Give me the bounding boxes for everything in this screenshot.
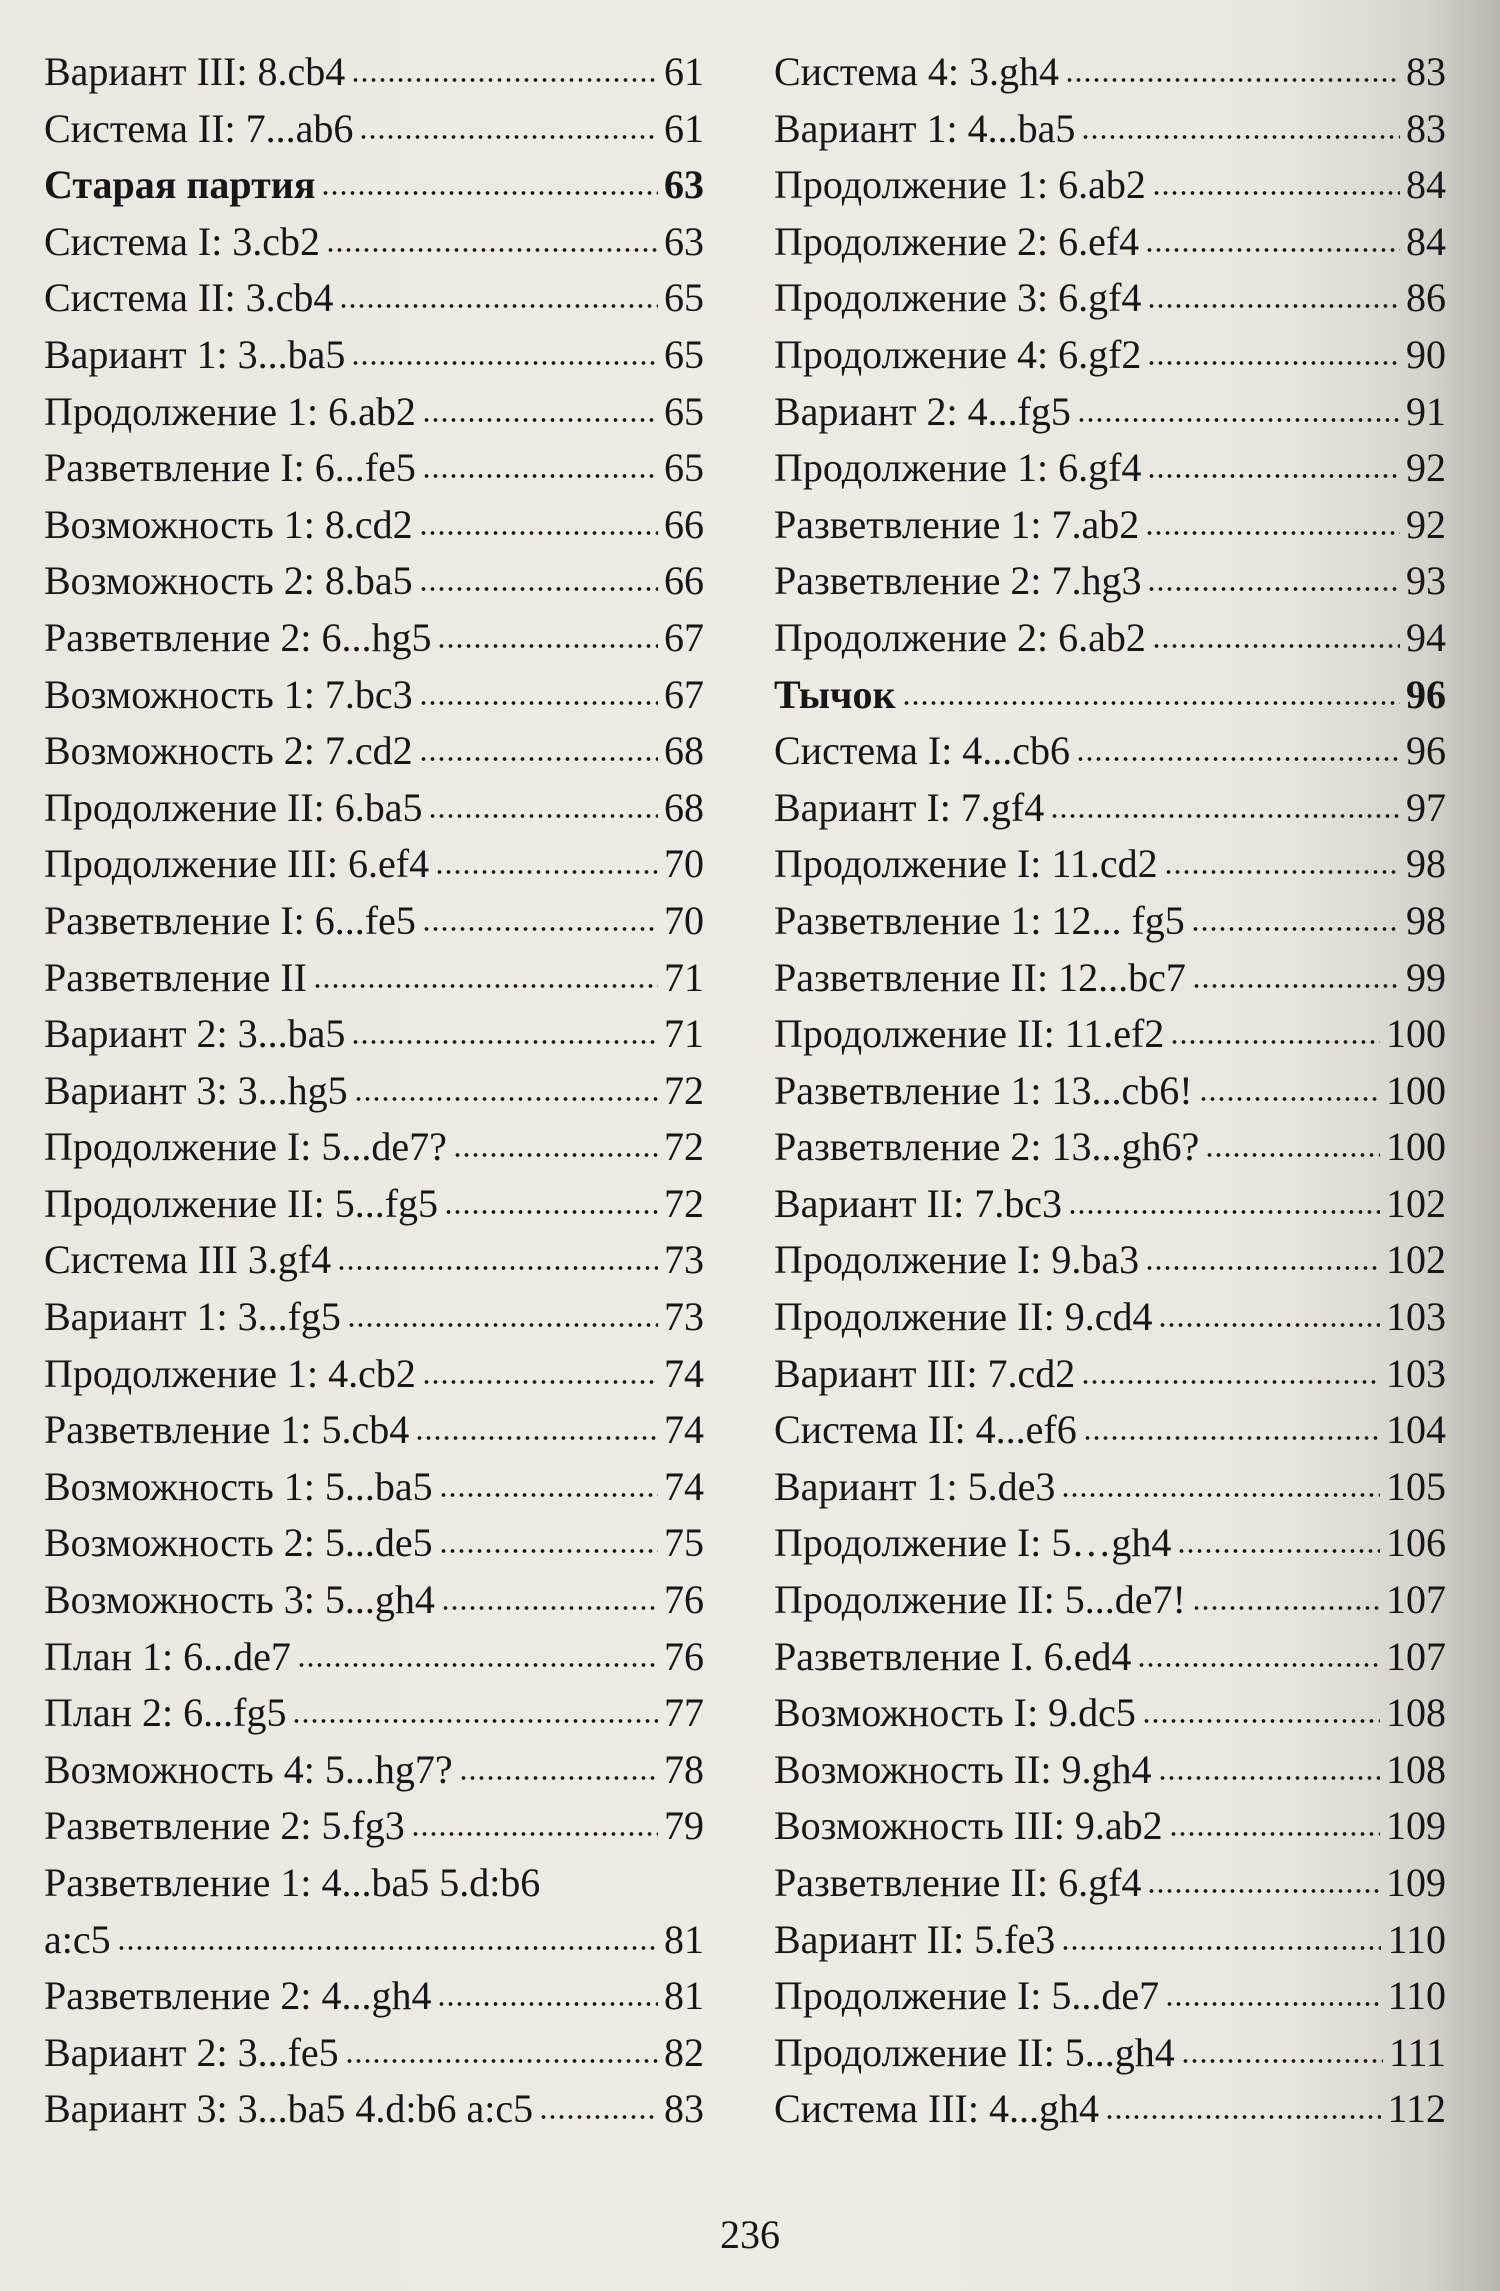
toc-entry-title: Возможность I: 9.dc5 [774, 1690, 1136, 1736]
toc-entry [44, 1855, 704, 1912]
toc-entry-title: Вариант 2: 3...fe5 [44, 2029, 339, 2075]
toc-entry [774, 1176, 1446, 1233]
toc-entry [44, 1629, 704, 1686]
toc-entry-page: 83 [1406, 105, 1446, 151]
toc-entry-page: 96 [1406, 728, 1446, 774]
toc-entry-title: Разветвление I. 6.ed4 [774, 1633, 1132, 1679]
toc-entry-page: 65 [664, 331, 704, 377]
dot-leader [359, 132, 658, 142]
toc-entry [44, 214, 704, 271]
toc-entry-page: 78 [664, 1746, 704, 1792]
toc-entry-title: Вариант 2: 3...ba5 [44, 1011, 346, 1057]
dot-leader [1061, 1490, 1380, 1500]
toc-entry [44, 553, 704, 610]
toc-entry [774, 1629, 1446, 1686]
toc-entry-title: Система II: 4...ef6 [774, 1407, 1077, 1453]
toc-entry-page: 72 [664, 1180, 704, 1226]
dot-leader [1164, 867, 1400, 877]
toc-entry-page: 73 [664, 1237, 704, 1283]
toc-entry-page: 72 [664, 1067, 704, 1113]
toc-entry [44, 1742, 704, 1799]
toc-entry-title: Вариант III: 7.cd2 [774, 1350, 1076, 1396]
toc-entry [774, 1798, 1446, 1855]
toc-entry-page: 65 [664, 388, 704, 434]
toc-entry [44, 1006, 704, 1063]
dot-leader [1076, 754, 1400, 764]
toc-entry [44, 1402, 704, 1459]
dot-leader [313, 981, 658, 991]
dot-leader [351, 1037, 658, 1047]
toc-entry [774, 1346, 1446, 1403]
toc-entry-title: Продолжение 3: 6.gf4 [774, 275, 1142, 321]
toc-entry-page: 65 [664, 445, 704, 491]
toc-entry-title: Возможность 1: 8.cd2 [44, 501, 413, 547]
toc-entry [44, 101, 704, 158]
toc-entry-title: Возможность 2: 7.cd2 [44, 728, 413, 774]
dot-leader [1050, 811, 1400, 821]
toc-entry-page: 97 [1406, 784, 1446, 830]
toc-entry-page: 110 [1387, 1973, 1446, 2019]
toc-entry-page: 77 [664, 1690, 704, 1736]
toc-entry-title: Продолжение II: 9.cd4 [774, 1294, 1153, 1340]
dot-leader [351, 358, 658, 368]
toc-entry [774, 1912, 1446, 1969]
dot-leader [1147, 301, 1400, 311]
toc-entry [44, 780, 704, 837]
toc-entry [774, 950, 1446, 1007]
toc-entry-title: Разветвление 1: 12... fg5 [774, 897, 1185, 943]
toc-entry-title: Продолжение 1: 4.cb2 [44, 1350, 416, 1396]
toc-entry-title: Вариант 1: 3...fg5 [44, 1294, 341, 1340]
dot-leader [1169, 1829, 1380, 1839]
page-number: 236 [720, 2212, 780, 2257]
dot-leader [419, 584, 658, 594]
toc-entry-title: Система 4: 3.gh4 [774, 49, 1059, 94]
toc-entry-page: 74 [664, 1407, 704, 1453]
toc-entry-page: 79 [664, 1803, 704, 1849]
dot-leader [292, 1716, 658, 1726]
toc-entry-title: Система II: 7...ab6 [44, 105, 354, 151]
toc-entry-title: Вариант II: 5.fe3 [774, 1916, 1056, 1962]
toc-entry [44, 950, 704, 1007]
toc-entry-page: 110 [1387, 1916, 1446, 1962]
toc-entry-page: 103 [1386, 1350, 1446, 1396]
toc-entry-page: 102 [1386, 1237, 1446, 1283]
dot-leader [439, 1490, 658, 1500]
dot-leader [297, 1660, 658, 1670]
toc-entry-page: 67 [664, 671, 704, 717]
toc-entry [44, 667, 704, 724]
toc-entry-page: 81 [664, 1973, 704, 2019]
dot-leader [419, 698, 658, 708]
toc-entry-title: Разветвление I: 6...fe5 [44, 897, 416, 943]
toc-entry [774, 2081, 1446, 2138]
toc-entry [44, 836, 704, 893]
dot-leader [422, 471, 658, 481]
dot-leader [1158, 1320, 1380, 1330]
dot-leader [1068, 1207, 1380, 1217]
dot-leader [1145, 1263, 1380, 1273]
dot-leader [1147, 358, 1400, 368]
toc-entry-page: 68 [664, 728, 704, 774]
dot-leader [422, 415, 658, 425]
dot-leader [441, 1603, 658, 1613]
toc-entry-page: 75 [664, 1520, 704, 1566]
dot-leader [1152, 641, 1400, 651]
toc-entry [44, 1119, 704, 1176]
dot-leader [1181, 2056, 1383, 2066]
toc-entry-page: 100 [1386, 1011, 1446, 1057]
dot-leader [437, 641, 658, 651]
dot-leader [1199, 1094, 1380, 1104]
toc-entry-title: Возможность 2: 5...de5 [44, 1520, 433, 1566]
toc-entry-title: Вариант III: 8.cb4 [44, 49, 346, 94]
toc-entry-title: Продолжение 4: 6.gf2 [774, 331, 1142, 377]
dot-leader [1191, 924, 1400, 934]
dot-leader [354, 1094, 658, 1104]
toc-entry-page: 66 [664, 501, 704, 547]
toc-entry-title: Разветвление 1: 7.ab2 [774, 501, 1140, 547]
dot-leader [437, 1999, 658, 2009]
toc-entry [774, 553, 1446, 610]
toc-entry [44, 1968, 704, 2025]
toc-entry-page: 63 [664, 218, 704, 264]
dot-leader [1152, 188, 1400, 198]
toc-entry-page: 70 [664, 841, 704, 887]
toc-entry-title: Продолжение II: 11.ef2 [774, 1011, 1165, 1057]
toc-entry-page: 111 [1388, 2029, 1446, 2075]
toc-entry [774, 1515, 1446, 1572]
toc-entry-page: 71 [664, 954, 704, 1000]
toc-entry-page: 74 [664, 1350, 704, 1396]
toc-entry [44, 1459, 704, 1516]
dot-leader [1165, 1999, 1381, 2009]
toc-entry [774, 1968, 1446, 2025]
toc-entry-title: Вариант 3: 3...ba5 4.d:b6 a:c5 [44, 2086, 534, 2132]
dot-leader [1142, 1716, 1380, 1726]
toc-entry-title: Продолжение 1: 6.ab2 [774, 162, 1146, 208]
toc-entry-page: 63 [664, 162, 704, 208]
toc-entry [44, 44, 704, 101]
toc-right-column [774, 44, 1446, 2138]
dot-leader [117, 1943, 658, 1953]
toc-entry [44, 610, 704, 667]
dot-leader [1105, 2112, 1382, 2122]
toc-entry-page: 104 [1386, 1407, 1446, 1453]
toc-entry-title: Разветвление I: 6...fe5 [44, 445, 416, 491]
toc-entry-title: Система II: 3.cb4 [44, 275, 334, 321]
toc-entry [44, 893, 704, 950]
toc-entry-page: 92 [1406, 445, 1446, 491]
toc-entry-page: 67 [664, 614, 704, 660]
toc-entry-title: a:c5 [44, 1916, 111, 1962]
toc-entry-page: 70 [664, 897, 704, 943]
toc-entry-page: 91 [1406, 388, 1446, 434]
toc-entry-page: 93 [1406, 558, 1446, 604]
dot-leader [1170, 1037, 1380, 1047]
toc-entry [44, 1232, 704, 1289]
toc-entry [774, 440, 1446, 497]
toc-entry-title: План 1: 6...de7 [44, 1633, 291, 1679]
toc-entry-page: 99 [1406, 954, 1446, 1000]
toc-entry-page: 61 [664, 105, 704, 151]
toc-entry [774, 327, 1446, 384]
dot-leader [422, 924, 658, 934]
dot-leader [1081, 1377, 1380, 1387]
toc-entry [774, 1119, 1446, 1176]
toc-entry-title: Разветвление II [44, 954, 307, 1000]
toc-entry-title: Разветвление 1: 4...ba5 5.d:b6 [44, 1860, 541, 1905]
dot-leader [351, 75, 658, 85]
dot-leader [415, 1433, 658, 1443]
toc-entry-title: Продолжение I: 5...de7? [44, 1124, 447, 1170]
toc-entry-page: 98 [1406, 897, 1446, 943]
dot-leader [347, 1320, 658, 1330]
toc-entry [774, 780, 1446, 837]
dot-leader [1147, 1886, 1380, 1896]
dot-leader [1205, 1150, 1380, 1160]
toc-entry [774, 214, 1446, 271]
toc-entry-page: 98 [1406, 841, 1446, 887]
toc-entry [44, 1912, 704, 1969]
toc-entry-title: Возможность 2: 8.ba5 [44, 558, 413, 604]
toc-entry-page: 105 [1386, 1463, 1446, 1509]
toc-entry-title: Продолжение II: 5...de7! [774, 1577, 1186, 1623]
toc-entry-title: Разветвление 2: 5.fg3 [44, 1803, 405, 1849]
dot-leader [1145, 245, 1400, 255]
toc-entry-title: Вариант I: 7.gf4 [774, 784, 1045, 830]
toc-entry-page: 83 [1406, 49, 1446, 94]
dot-leader [1145, 528, 1400, 538]
toc-entry-page: 61 [664, 49, 704, 94]
toc-entry-title: Продолжение III: 6.ef4 [44, 841, 430, 887]
dot-leader [435, 867, 658, 877]
dot-leader [1061, 1943, 1381, 1953]
toc-entry [774, 1402, 1446, 1459]
toc-entry-title: Разветвление II: 6.gf4 [774, 1860, 1142, 1905]
toc-entry-page: 84 [1406, 218, 1446, 264]
toc-entry-title: Вариант II: 7.bc3 [774, 1180, 1062, 1226]
dot-leader [439, 1546, 658, 1556]
toc-entry-page: 86 [1406, 275, 1446, 321]
toc-entry-title: Продолжение 1: 6.gf4 [774, 445, 1142, 491]
toc-entry [774, 44, 1446, 101]
toc-entry-page: 109 [1386, 1803, 1446, 1849]
toc-entry [774, 157, 1446, 214]
dot-leader [444, 1207, 658, 1217]
toc-entry [774, 667, 1446, 724]
dot-leader [1065, 75, 1400, 85]
toc-entry-page: 65 [664, 275, 704, 321]
toc-entry [774, 1232, 1446, 1289]
toc-entry-page: 103 [1386, 1294, 1446, 1340]
dot-leader [326, 245, 658, 255]
dot-leader [1158, 1773, 1381, 1783]
toc-entry-page: 107 [1386, 1633, 1446, 1679]
dot-leader [1077, 415, 1400, 425]
toc-entry-title: Продолжение II: 5...gh4 [774, 2029, 1175, 2075]
toc-entry-page: 82 [664, 2029, 704, 2075]
toc-entry-title: План 2: 6...fg5 [44, 1690, 287, 1736]
dot-leader [428, 811, 658, 821]
toc-entry-title: Вариант 1: 3...ba5 [44, 331, 346, 377]
dot-leader [902, 698, 1400, 708]
toc-entry-title: Возможность III: 9.ab2 [774, 1803, 1163, 1849]
toc-entry-page: 90 [1406, 331, 1446, 377]
toc-entry-page: 112 [1387, 2086, 1446, 2132]
toc-entry-title: Система III: 4...gh4 [774, 2086, 1099, 2132]
toc-entry-page: 81 [664, 1916, 704, 1962]
dot-leader [1147, 471, 1400, 481]
toc-entry-title: Вариант 1: 5.de3 [774, 1463, 1056, 1509]
toc-entry [774, 270, 1446, 327]
toc-entry [44, 2025, 704, 2082]
toc-entry-title: Продолжение 2: 6.ef4 [774, 218, 1140, 264]
dot-leader [539, 2112, 658, 2122]
toc-entry-page: 76 [664, 1577, 704, 1623]
dot-leader [411, 1829, 658, 1839]
toc-entry [774, 1063, 1446, 1120]
toc-entry [774, 2025, 1446, 2082]
toc-entry-title: Вариант 1: 4...ba5 [774, 105, 1076, 151]
toc-entry [44, 497, 704, 554]
toc-entry-page: 109 [1386, 1860, 1446, 1905]
dot-leader [419, 754, 658, 764]
toc-entry-title: Продолжение 2: 6.ab2 [774, 614, 1146, 660]
toc-entry [44, 1346, 704, 1403]
toc-left-column [44, 44, 704, 2138]
toc-entry-page: 100 [1386, 1067, 1446, 1113]
toc-entry-title: Система III 3.gf4 [44, 1237, 332, 1283]
toc-entry-title: Возможность II: 9.gh4 [774, 1746, 1152, 1792]
toc-entry-title: Продолжение II: 6.ba5 [44, 784, 423, 830]
toc-entry [774, 836, 1446, 893]
toc-entry-page: 74 [664, 1463, 704, 1509]
toc-entry-page: 107 [1386, 1577, 1446, 1623]
toc-entry [774, 1572, 1446, 1629]
toc-entry-page: 73 [664, 1294, 704, 1340]
toc-entry-page: 108 [1386, 1746, 1446, 1792]
toc-entry [44, 723, 704, 780]
toc-entry-page: 66 [664, 558, 704, 604]
dot-leader [419, 528, 658, 538]
toc-entry [774, 1742, 1446, 1799]
dot-leader [1192, 981, 1400, 991]
toc-entry-page: 76 [664, 1633, 704, 1679]
dot-leader [1192, 1603, 1380, 1613]
toc-entry [44, 1289, 704, 1346]
dot-leader [1177, 1546, 1380, 1556]
dot-leader [422, 1377, 658, 1387]
toc-entry [44, 1176, 704, 1233]
toc-entry-title: Разветвление 2: 6...hg5 [44, 614, 432, 660]
dot-leader [1083, 1433, 1380, 1443]
dot-leader [321, 188, 658, 198]
toc-entry-page: 84 [1406, 162, 1446, 208]
toc-entry [44, 2081, 704, 2138]
toc-entry-title: Возможность 4: 5...hg7? [44, 1746, 453, 1792]
toc-entry-title: Продолжение I: 5...de7 [774, 1973, 1160, 2019]
toc-entry-title: Старая партия [44, 162, 316, 208]
toc-entry-page: 94 [1406, 614, 1446, 660]
toc-entry-title: Разветвление 2: 7.hg3 [774, 558, 1142, 604]
toc-entry-title: Продолжение I: 5…gh4 [774, 1520, 1172, 1566]
toc-entry [774, 723, 1446, 780]
toc-entry-title: Продолжение II: 5...fg5 [44, 1180, 439, 1226]
toc-entry-title: Возможность 3: 5...gh4 [44, 1577, 435, 1623]
toc-entry-page: 92 [1406, 501, 1446, 547]
toc-entry-page: 96 [1406, 671, 1446, 717]
toc-entry [774, 1459, 1446, 1516]
toc-entry [774, 610, 1446, 667]
dot-leader [459, 1773, 658, 1783]
toc-entry-page: 108 [1386, 1690, 1446, 1736]
toc-entry-title: Вариант 2: 4...fg5 [774, 388, 1071, 434]
toc-entry [44, 157, 704, 214]
dot-leader [337, 1263, 658, 1273]
dot-leader [345, 2056, 658, 2066]
toc-entry-page: 106 [1386, 1520, 1446, 1566]
toc-entry [44, 1572, 704, 1629]
toc-entry-title: Система I: 3.cb2 [44, 218, 321, 264]
toc-entry [44, 1798, 704, 1855]
toc-entry [774, 893, 1446, 950]
toc-entry [44, 440, 704, 497]
toc-entry [774, 1006, 1446, 1063]
toc-entry [44, 1685, 704, 1742]
toc-entry [44, 1063, 704, 1120]
toc-entry [774, 497, 1446, 554]
toc-entry-title: Система I: 4...cb6 [774, 728, 1071, 774]
toc-entry-title: Продолжение I: 11.cd2 [774, 841, 1158, 887]
toc-entry-title: Продолжение I: 9.ba3 [774, 1237, 1140, 1283]
toc-entry-title: Возможность 1: 5...ba5 [44, 1463, 433, 1509]
dot-leader [1081, 132, 1400, 142]
dot-leader [339, 301, 658, 311]
toc-entry-title: Вариант 3: 3...hg5 [44, 1067, 348, 1113]
dot-leader [1147, 584, 1400, 594]
dot-leader [1137, 1660, 1380, 1670]
toc-entry-title: Разветвление 2: 13...gh6? [774, 1124, 1200, 1170]
toc-entry-title: Тычок [774, 671, 896, 717]
toc-entry-page: 68 [664, 784, 704, 830]
toc-entry [44, 327, 704, 384]
toc-entry [774, 1855, 1446, 1912]
toc-entry [44, 384, 704, 441]
toc-entry-page: 71 [664, 1011, 704, 1057]
toc-entry-title: Разветвление 2: 4...gh4 [44, 1973, 432, 2019]
toc-entry [774, 1289, 1446, 1346]
toc-entry [774, 101, 1446, 158]
toc-entry-title: Возможность 1: 7.bc3 [44, 671, 413, 717]
toc-entry-page: 72 [664, 1124, 704, 1170]
toc-entry-title: Разветвление 1: 5.cb4 [44, 1407, 410, 1453]
toc-entry-page: 83 [664, 2086, 704, 2132]
toc-entry-title: Продолжение 1: 6.ab2 [44, 388, 416, 434]
toc-entry-page: 100 [1386, 1124, 1446, 1170]
toc-entry [44, 1515, 704, 1572]
toc-entry [774, 384, 1446, 441]
toc-entry-title: Разветвление II: 12...bc7 [774, 954, 1186, 1000]
dot-leader [453, 1150, 658, 1160]
toc-entry [44, 270, 704, 327]
toc-entry [774, 1685, 1446, 1742]
toc-entry-title: Разветвление 1: 13...cb6! [774, 1067, 1193, 1113]
toc-entry-page: 102 [1386, 1180, 1446, 1226]
